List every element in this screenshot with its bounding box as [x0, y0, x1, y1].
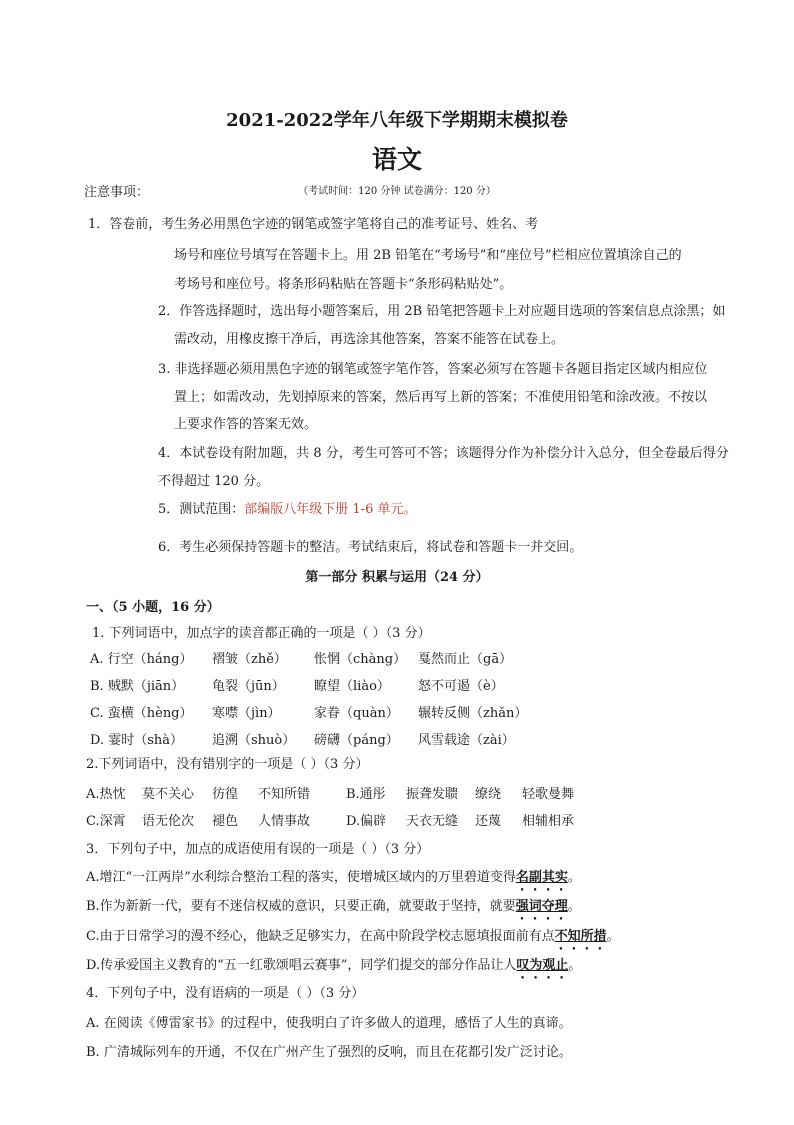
q2-c-word-2: 语无伦次: [142, 814, 195, 829]
q3-option-a: [86, 866, 581, 894]
q1-option-d: [0, 729, 794, 747]
q3-a-idiom: 名副其实: [515, 870, 568, 885]
q3-c-end: 。: [606, 929, 620, 944]
q2-a-word-2: 莫不关心: [142, 787, 195, 802]
q1-d-word-4: 风雪载途（zài）: [418, 733, 515, 748]
notes-heading: 注意事项：: [84, 185, 150, 200]
note-1-line-2: 场号和座位号填写在答题卡上。用 2B 铅笔在“考场号”和“座位号”栏相应位置填涂自己的: [174, 248, 682, 263]
q3-option-c: [86, 925, 620, 953]
q3-d-end: 。: [568, 958, 582, 973]
q4-option-b: B. 广清城际列车的开通，不仅在广州产生了强烈的反响，而且在花都引发广泛讨论。: [86, 1045, 572, 1060]
q3-b-idiom: 强词夺理: [515, 899, 568, 914]
note-2-line-1: 2．作答选择题时，选出每小题答案后，用 2B 铅笔把答题卡上对应题目选项的答案信息点涂黑；如: [158, 304, 726, 319]
q2-d-word-3: 还蔑: [475, 814, 502, 829]
note-5-label: 5．测试范围：: [158, 502, 245, 517]
note-6: 6．考生必须保持答题卡的整洁。考试结束后，将试卷和答题卡一并交回。: [158, 540, 583, 555]
q2-d-word-2: 天衣无缝: [406, 814, 459, 829]
q3-d-text: D.传承爱国主义教育的“五一红歌颂唱云赛事”，同学们提交的部分作品让人: [86, 958, 517, 973]
note-2-line-2: 需改动，用橡皮擦干净后，再选涂其他答案，答案不能答在试卷上。: [174, 332, 565, 347]
q1-option-a: [0, 648, 794, 666]
q1-c-word-1: C. 蛮横（hèng）: [90, 706, 193, 721]
q1-b-word-3: 瞭望（liào）: [314, 679, 390, 694]
q2-b-word-2: 振聋发聩: [406, 787, 459, 802]
q2-c-word-3: 褪色: [212, 814, 239, 829]
q2-a-word-1: A.热忱: [86, 787, 126, 802]
q3-stem: 3．下列句子中，加点的成语使用有误的一项是（ ）（3 分）: [86, 842, 430, 857]
q2-d-word-4: 相辅相承: [522, 814, 575, 829]
q1-a-word-4: 戛然而止（gā）: [418, 652, 513, 667]
note-4-line-1: 4．本试卷设有附加题，共 8 分，考生可答可不答；该题得分作为补偿分计入总分，但全卷最后得分: [158, 446, 729, 461]
q1-a-word-2: 褶皱（zhě）: [212, 652, 287, 667]
q2-b-word-1: B.通彤: [346, 787, 386, 802]
q2-c-word-1: C.深霄: [86, 814, 126, 829]
q3-option-d: [86, 954, 581, 982]
q3-c-idiom: 不知所措: [554, 929, 607, 944]
q2-a-word-4: 不知所错: [258, 787, 311, 802]
note-5: [158, 498, 416, 517]
q1-stem: 1. 下列词语中，加点字的读音都正确的一项是（ ）（3 分）: [92, 626, 431, 641]
q1-option-c: [0, 702, 794, 720]
q3-b-text: B.作为新新一代，要有不迷信权威的意识，只要正确，就要敢于坚持，就要: [86, 899, 516, 914]
part-1-heading: 第一部分 积累与运用（24 分）: [305, 570, 489, 585]
subject-title: 语文: [371, 145, 422, 174]
note-3-line-1: 3. 非选择题必须用黑色字迹的钢笔或签字笔作答，答案必须写在答题卡各题目指定区域内相应位: [158, 362, 708, 377]
q1-b-word-2: 龟裂（jūn）: [212, 679, 285, 694]
q3-option-b: [86, 895, 581, 923]
q2-stem: 2.下列词语中，没有错别字的一项是（ ）（3 分）: [86, 757, 369, 772]
q3-b-end: 。: [567, 899, 581, 914]
q1-c-word-2: 寒噤（jìn）: [212, 706, 281, 721]
q2-d-word-1: D.偏辟: [346, 814, 387, 829]
note-3-line-2: 置上；如需改动，先划掉原来的答案，然后再写上新的答案；不准使用铅笔和涂改液。不按以: [174, 390, 708, 405]
exam-title: 2021-2022学年八年级下学期期末模拟卷: [226, 110, 568, 131]
q3-d-idiom: 叹为观止: [516, 958, 569, 973]
note-5-range: 部编版八年级下册 1-6 单元。: [244, 502, 417, 517]
q2-b-word-3: 缭绕: [475, 787, 502, 802]
q1-option-b: [0, 675, 794, 693]
q1-c-word-3: 家眷（quàn）: [314, 706, 399, 721]
q4-option-a: A. 在阅读《傅雷家书》的过程中，使我明白了许多做人的道理，感悟了人生的真谛。: [86, 1016, 572, 1031]
note-3-line-3: 上要求作答的答案无效。: [174, 417, 318, 432]
q1-c-word-4: 辗转反侧（zhǎn）: [418, 706, 528, 721]
note-1-line-3: 考场号和座位号。将条形码粘贴在答题卡“条形码粘贴处”。: [174, 277, 513, 292]
q1-b-word-1: B. 贼默（jiān）: [90, 679, 185, 694]
q2-options-ab: [0, 783, 794, 801]
section-1-heading: 一、（5 小题，16 分）: [86, 600, 220, 615]
q1-a-word-3: 怅惘（chàng）: [314, 652, 407, 667]
q1-d-word-1: D. 霎时（shà）: [90, 733, 184, 748]
q3-c-text: C.由于日常学习的漫不经心，他缺乏足够实力，在高中阶段学校志愿填报面前有点: [86, 929, 555, 944]
q1-a-word-1: A. 行空（háng）: [90, 652, 193, 667]
q2-b-word-4: 轻歌曼舞: [522, 787, 575, 802]
q3-a-text: A.增江“一江两岸”水利综合整治工程的落实，使增城区域内的万里碧道变得: [86, 870, 516, 885]
note-4-line-2: 不得超过 120 分。: [158, 474, 270, 489]
q3-a-end: 。: [567, 870, 581, 885]
q1-d-word-2: 追溯（shuò）: [212, 733, 296, 748]
note-1-line-1: 1．答卷前，考生务必用黑色字迹的钢笔或签字笔将自己的准考证号、姓名、考: [88, 217, 539, 232]
q1-b-word-4: 怒不可遏（è）: [418, 679, 504, 694]
q4-stem: 4．下列句子中，没有语病的一项是（ ）（3 分）: [86, 986, 365, 1001]
q2-options-cd: [0, 810, 794, 828]
q2-a-word-3: 彷徨: [212, 787, 239, 802]
exam-info: （考试时间：120 分钟 试卷满分：120 分）: [298, 186, 496, 197]
q2-c-word-4: 人情事故: [258, 814, 311, 829]
q1-d-word-3: 磅礴（páng）: [314, 733, 399, 748]
